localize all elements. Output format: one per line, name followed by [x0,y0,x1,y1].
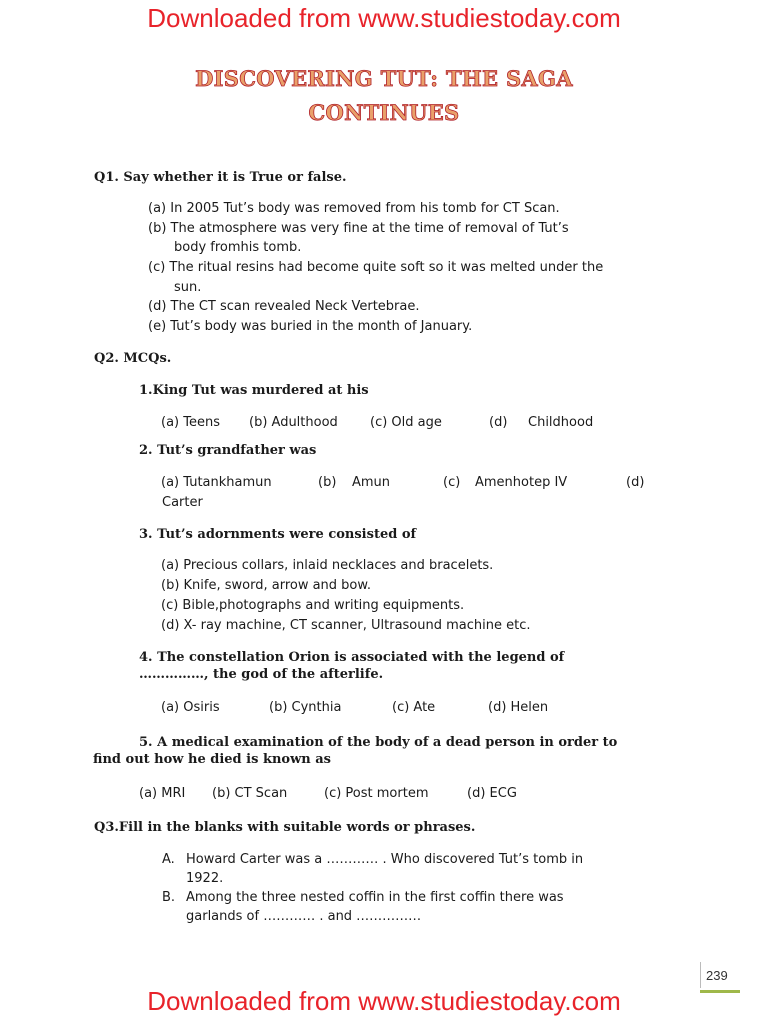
q3-item-a-marker: A. [162,852,175,867]
mcq2-option-d-marker: (d) [626,475,645,490]
mcq2-option-b: Amun [352,475,391,490]
mcq3-option-d: (d) X- ray machine, CT scanner, Ultrasound machine etc. [161,618,531,633]
mcq5-option-a: (a) MRI [139,786,186,801]
mcq5-question-cont: find out how he died is known as [93,752,331,767]
mcq4-option-d: (d) Helen [488,700,549,715]
mcq2-option-c-marker: (c) [443,475,461,490]
q3-item-a-cont: 1922. [186,871,224,886]
page-title-line-2: CONTINUES [308,100,460,125]
q3-item-b-marker: B. [162,890,176,905]
q3-item-b-cont: garlands of ………… . and …………… [186,909,422,924]
mcq4-option-c: (c) Ate [392,700,436,715]
mcq1-option-c: (c) Old age [370,415,442,430]
mcq1-option-d-marker: (d) [489,415,508,430]
q1-option-d: (d) The CT scan revealed Neck Vertebrae. [148,299,420,314]
q3-item-a: Howard Carter was a ………… . Who discovered Tut’s tomb in [186,852,584,867]
mcq2-option-d: Carter [162,495,203,510]
q1-option-c-cont: sun. [174,280,202,295]
q1-option-b: (b) The atmosphere was very fine at the time of removal of Tut’s [148,221,569,236]
mcq4-question-cont: ……………, the god of the afterlife. [139,667,384,682]
mcq5-option-b: (b) CT Scan [212,786,288,801]
page-number: 239 [706,968,728,983]
q3-heading: Q3.Fill in the blanks with suitable words or phrases. [94,820,476,835]
mcq4-option-b: (b) Cynthia [269,700,342,715]
mcq1-option-b: (b) Adulthood [249,415,338,430]
mcq2-option-a: (a) Tutankhamun [161,475,272,490]
q1-option-a: (a) In 2005 Tut’s body was removed from his tomb for CT Scan. [148,201,560,216]
page-title-line-1: DISCOVERING TUT: THE SAGA [195,66,573,91]
mcq4-question: 4. The constellation Orion is associated with the legend of [139,650,565,665]
mcq5-option-d: (d) ECG [467,786,517,801]
mcq4-option-a: (a) Osiris [161,700,220,715]
mcq3-option-a: (a) Precious collars, inlaid necklaces and bracelets. [161,558,494,573]
mcq1-option-a: (a) Teens [161,415,220,430]
page-number-divider [700,962,701,988]
q1-option-c: (c) The ritual resins had become quite soft so it was melted under the [148,260,604,275]
q2-heading: Q2. MCQs. [94,351,172,366]
mcq5-option-c: (c) Post mortem [324,786,429,801]
mcq3-option-b: (b) Knife, sword, arrow and bow. [161,578,371,593]
mcq5-question: 5. A medical examination of the body of a dead person in order to [139,735,618,750]
mcq3-question: 3. Tut’s adornments were consisted of [139,527,417,542]
mcq2-question: 2. Tut’s grandfather was [139,443,317,458]
q1-option-b-cont: body fromhis tomb. [174,240,302,255]
mcq1-question: 1.King Tut was murdered at his [139,383,369,398]
q1-heading: Q1. Say whether it is True or false. [94,170,347,185]
download-banner-bottom: Downloaded from www.studiestoday.com [147,986,621,1016]
mcq1-option-d: Childhood [528,415,594,430]
mcq2-option-c: Amenhotep IV [475,475,568,490]
mcq3-option-c: (c) Bible,photographs and writing equipments. [161,598,465,613]
q1-option-e: (e) Tut’s body was buried in the month of January. [148,319,473,334]
download-banner-top: Downloaded from www.studiestoday.com [147,3,621,33]
q3-item-b: Among the three nested coffin in the first coffin there was [186,890,564,905]
mcq2-option-b-marker: (b) [318,475,337,490]
